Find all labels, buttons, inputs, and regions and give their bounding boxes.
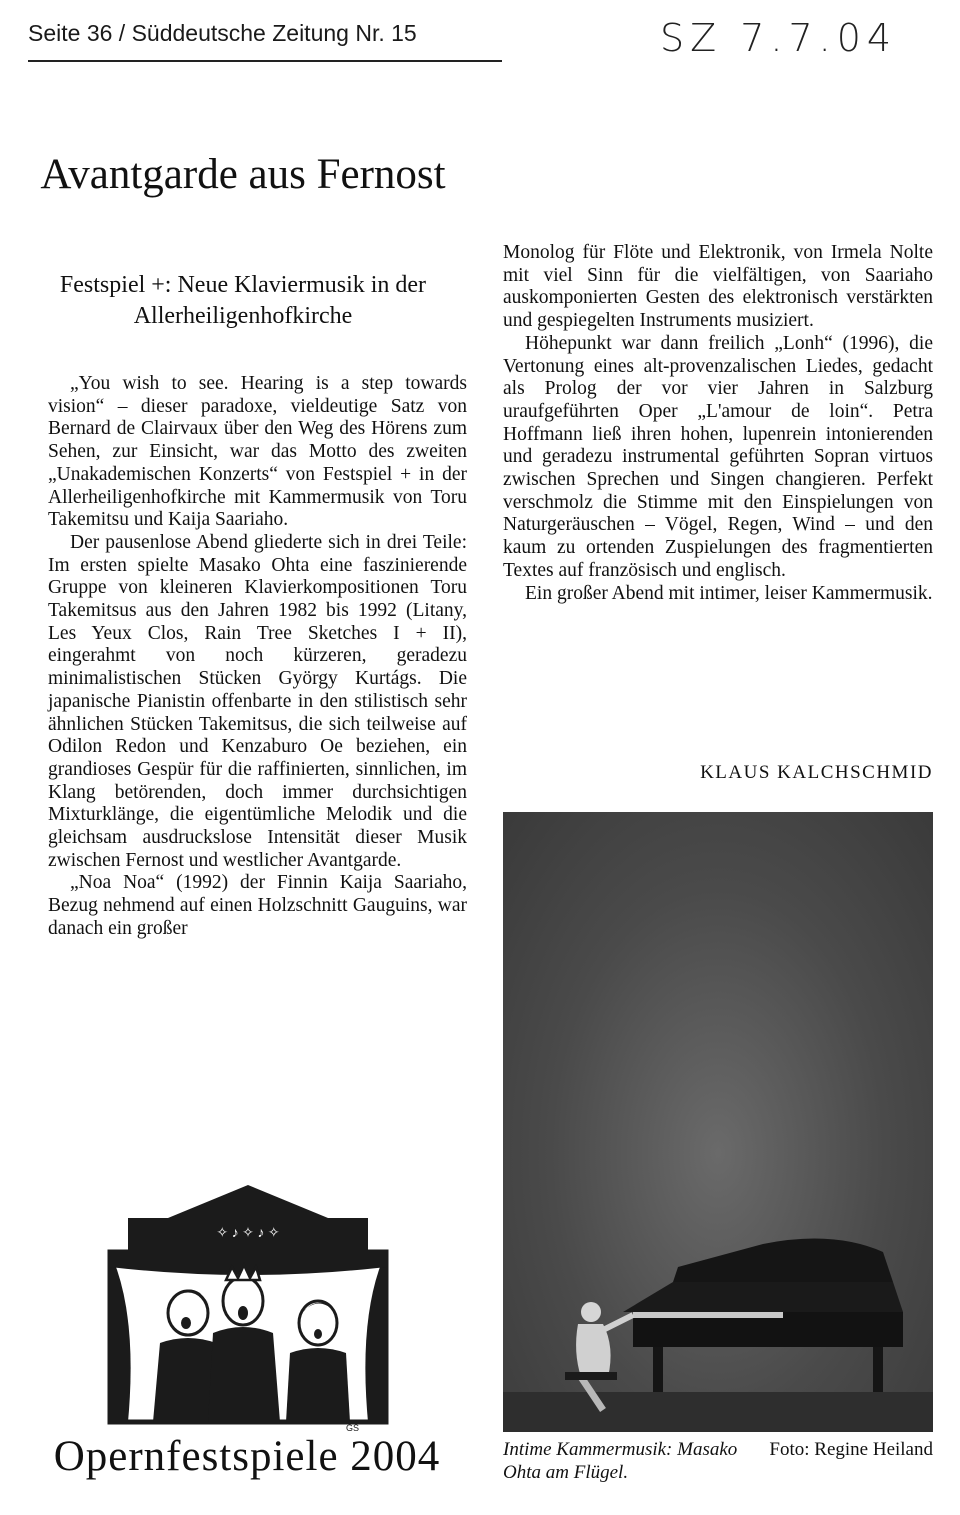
opera-singers-illustration (98, 1183, 398, 1433)
page-header: Seite 36 / Süddeutsche Zeitung Nr. 15 (28, 20, 417, 46)
header-rule (28, 60, 502, 62)
svg-text:✧ ♪ ✧ ♪ ✧: ✧ ♪ ✧ ♪ ✧ (216, 1226, 280, 1241)
article-column-left (48, 373, 467, 941)
article-author: KLAUS KALCHSCHMID (700, 762, 933, 783)
article-headline: Avantgarde aus Fernost (40, 151, 446, 198)
photo-caption (503, 1438, 933, 1484)
article-paragraph: Höhepunkt war dann freilich „Lonh“ (1996), die Vertonung eines alt-provenzalischen Liedes, gedacht als Prolog der vor vier Jahren in Salzburg uraufgeführten Oper „L'amour de loin“. Petra Hoffmann ließ ihren hohen, lupenrein intonierenden und geradezu instrumental geführten Sopran virtuos zwischen Sprechen und Singen changieren. Perfekt verschmolz die Stimme mit den Einspielungen von Naturgeräuschen – Vögel, Regen, Wind – und den kaum zu ortenden Zuspielungen des fragmentierten Textes auf französisch und englisch. (503, 332, 933, 581)
opernfestspiele-logo: Opernfestspiele 2004 (53, 1433, 441, 1480)
article-paragraph: „Noa Noa“ (1992) der Finnin Kaija Saariaho, Bezug nehmend auf einen Holzschnitt Gauguins, war danach ein großer (48, 872, 467, 939)
article-paragraph: Monolog für Flöte und Elektronik, von Irmela Nolte mit viel Sinn für die vielfältigen, von Saariaho auskomponierten Gesten des elektronisch verstärkten und gespiegelten Instruments musiziert. (503, 242, 933, 332)
handwritten-date-note: SZ 7.7.04 (660, 16, 898, 60)
concert-photo (503, 812, 933, 1432)
article-column-right (503, 242, 933, 605)
article-paragraph: Ein großer Abend mit intimer, leiser Kammermusik. (525, 582, 933, 604)
pianist-silhouette (503, 812, 933, 1432)
article-paragraph: „You wish to see. Hearing is a step towards vision“ – dieser paradoxe, vieldeutige Satz von Bernard de Clairvaux über den Weg des Hörens zum Sehen, zur Einsicht, war das Motto des zweiten „Unakademischen Konzerts“ von Festspiel + in der Allerheiligenhofkirche mit Kammermusik von Toru Takemitsu und Kaija Saariaho. (48, 373, 467, 531)
photo-credit: Foto: Regine Heiland (769, 1439, 933, 1460)
illustrator-signature: GS (346, 1423, 360, 1433)
article-subheadline: Festspiel +: Neue Klaviermusik in der Allerheiligenhofkirche (59, 272, 427, 329)
photo-caption-text: Intime Kammermusik: Masako Ohta am Flügel. (503, 1439, 738, 1483)
article-paragraph: Der pausenlose Abend gliederte sich in drei Teile: Im ersten spielte Masako Ohta eine faszinierende Gruppe von kleineren Klavierkompositionen Toru Takemitsus aus den Jahren 1982 bis 1992 (Litany, Les Yeux Clos, Rain Tree Sketches I + II), eingerahmt von noch kürzeren, geradezu minimalistischen Stücken György Kurtágs. Die japanische Pianistin offenbarte in den stilistisch sehr ähnlichen Stücken Takemitsus, die sich teilweise auf Odilon Redon und Kenzaburo Oe beziehen, ein grandioses Gespür für die raffinierten, sinnlichen, im Klang betörenden, doch immer durchsichtigen Mixturklänge, die eigentümliche Melodik und die gleichsam ausdruckslose Intensität dieser Musik zwischen Fernost und westlicher Avantgarde. (48, 531, 467, 871)
